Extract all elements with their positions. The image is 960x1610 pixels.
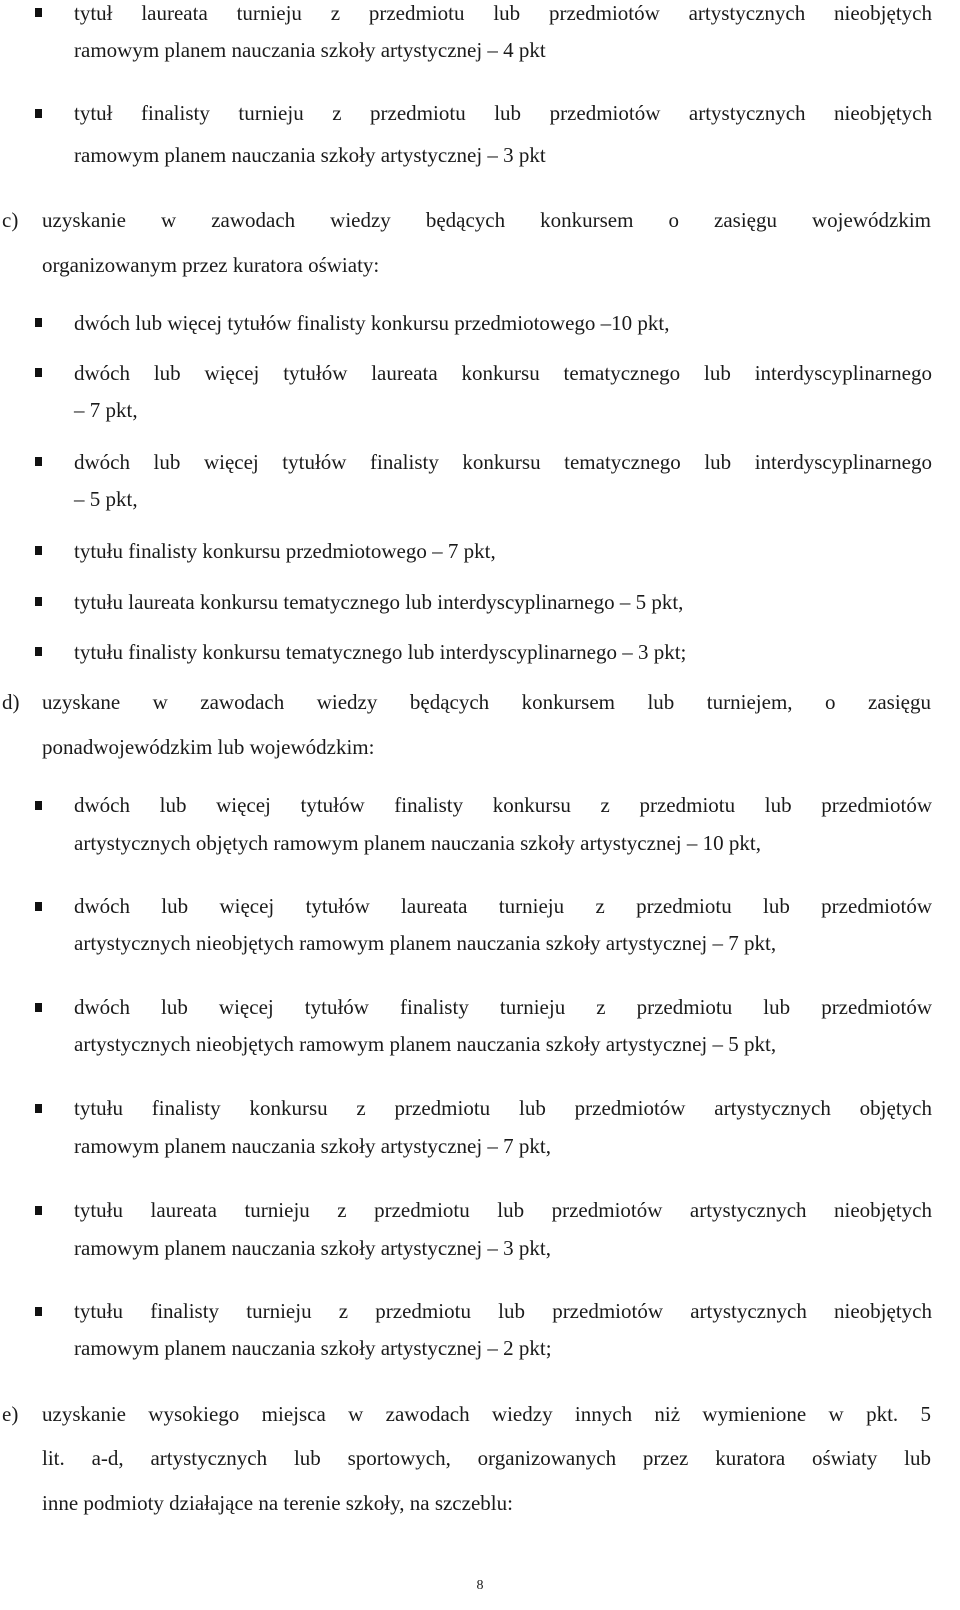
bullet-marker — [35, 1307, 42, 1316]
list-item-text: tytułu finalisty konkursu z przedmiotu lub przedmiotów artystycznych objętych — [74, 1096, 932, 1120]
list-item-text: tytułu finalisty konkursu przedmiotowego – 7 pkt, — [74, 539, 496, 563]
list-item-text: dwóch lub więcej tytułów laureata konkursu tematycznego lub interdyscyplinarnego — [74, 361, 932, 385]
bullet-marker — [35, 801, 42, 810]
list-item-text: dwóch lub więcej tytułów finalisty konkursu z przedmiotu lub przedmiotów — [74, 793, 932, 817]
bullet-marker — [35, 8, 42, 17]
bullet-marker — [35, 1003, 42, 1012]
section-c-text: organizowanym przez kuratora oświaty: — [42, 253, 380, 277]
bullet-marker — [35, 546, 42, 555]
section-e-text: uzyskanie wysokiego miejsca w zawodach wiedzy innych niż wymienione w pkt. 5 — [42, 1402, 931, 1426]
list-item-text: ramowym planem nauczania szkoły artystycznej – 3 pkt — [74, 143, 546, 167]
bullet-marker — [35, 1206, 42, 1215]
section-marker-c: c) — [2, 208, 19, 232]
section-d-text: ponadwojewódzkim lub wojewódzkim: — [42, 735, 375, 759]
list-item-text: tytułu laureata turnieju z przedmiotu lub przedmiotów artystycznych nieobjętych — [74, 1198, 932, 1222]
list-item-text: dwóch lub więcej tytułów finalisty konkursu tematycznego lub interdyscyplinarnego — [74, 450, 932, 474]
section-c-text: uzyskanie w zawodach wiedzy będących konkursem o zasięgu wojewódzkim — [42, 208, 931, 232]
section-e-text: lit. a-d, artystycznych lub sportowych, organizowanych przez kuratora oświaty lub — [42, 1446, 931, 1470]
bullet-marker — [35, 597, 42, 606]
list-item-text: tytułu finalisty turnieju z przedmiotu lub przedmiotów artystycznych nieobjętych — [74, 1299, 932, 1323]
list-item-text: tytuł laureata turnieju z przedmiotu lub przedmiotów artystycznych nieobjętych — [74, 1, 932, 25]
bullet-marker — [35, 1104, 42, 1113]
list-item-text: artystycznych nieobjętych ramowym planem nauczania szkoły artystycznej – 7 pkt, — [74, 931, 777, 955]
section-e-text: inne podmioty działające na terenie szkoły, na szczeblu: — [42, 1491, 513, 1515]
list-item-text: tytułu laureata konkursu tematycznego lub interdyscyplinarnego – 5 pkt, — [74, 590, 684, 614]
list-item-text: artystycznych objętych ramowym planem nauczania szkoły artystycznej – 10 pkt, — [74, 831, 761, 855]
list-item-text: ramowym planem nauczania szkoły artystycznej – 4 pkt — [74, 38, 546, 62]
section-marker-e: e) — [2, 1402, 19, 1426]
list-item-text: dwóch lub więcej tytułów finalisty turnieju z przedmiotu lub przedmiotów — [74, 995, 932, 1019]
section-marker-d: d) — [2, 690, 20, 714]
bullet-marker — [35, 109, 42, 118]
list-item-text: dwóch lub więcej tytułów laureata turnieju z przedmiotu lub przedmiotów — [74, 894, 932, 918]
bullet-marker — [35, 457, 42, 466]
list-item-text: dwóch lub więcej tytułów finalisty konkursu przedmiotowego –10 pkt, — [74, 311, 670, 335]
list-item-text: ramowym planem nauczania szkoły artystycznej – 7 pkt, — [74, 1134, 552, 1158]
list-item-text: tytułu finalisty konkursu tematycznego lub interdyscyplinarnego – 3 pkt; — [74, 640, 687, 664]
section-d-text: uzyskane w zawodach wiedzy będących konkursem lub turniejem, o zasięgu — [42, 690, 931, 714]
list-item-text: ramowym planem nauczania szkoły artystycznej – 3 pkt, — [74, 1236, 552, 1260]
page-number: 8 — [476, 1578, 484, 1593]
list-item-text: artystycznych nieobjętych ramowym planem nauczania szkoły artystycznej – 5 pkt, — [74, 1032, 777, 1056]
bullet-marker — [35, 368, 42, 377]
bullet-marker — [35, 318, 42, 327]
bullet-marker — [35, 647, 42, 656]
list-item-text: – 7 pkt, — [74, 398, 138, 422]
list-item-text: tytuł finalisty turnieju z przedmiotu lub przedmiotów artystycznych nieobjętych — [74, 101, 932, 125]
list-item-text: ramowym planem nauczania szkoły artystycznej – 2 pkt; — [74, 1336, 552, 1360]
bullet-marker — [35, 902, 42, 911]
list-item-text: – 5 pkt, — [74, 487, 138, 511]
